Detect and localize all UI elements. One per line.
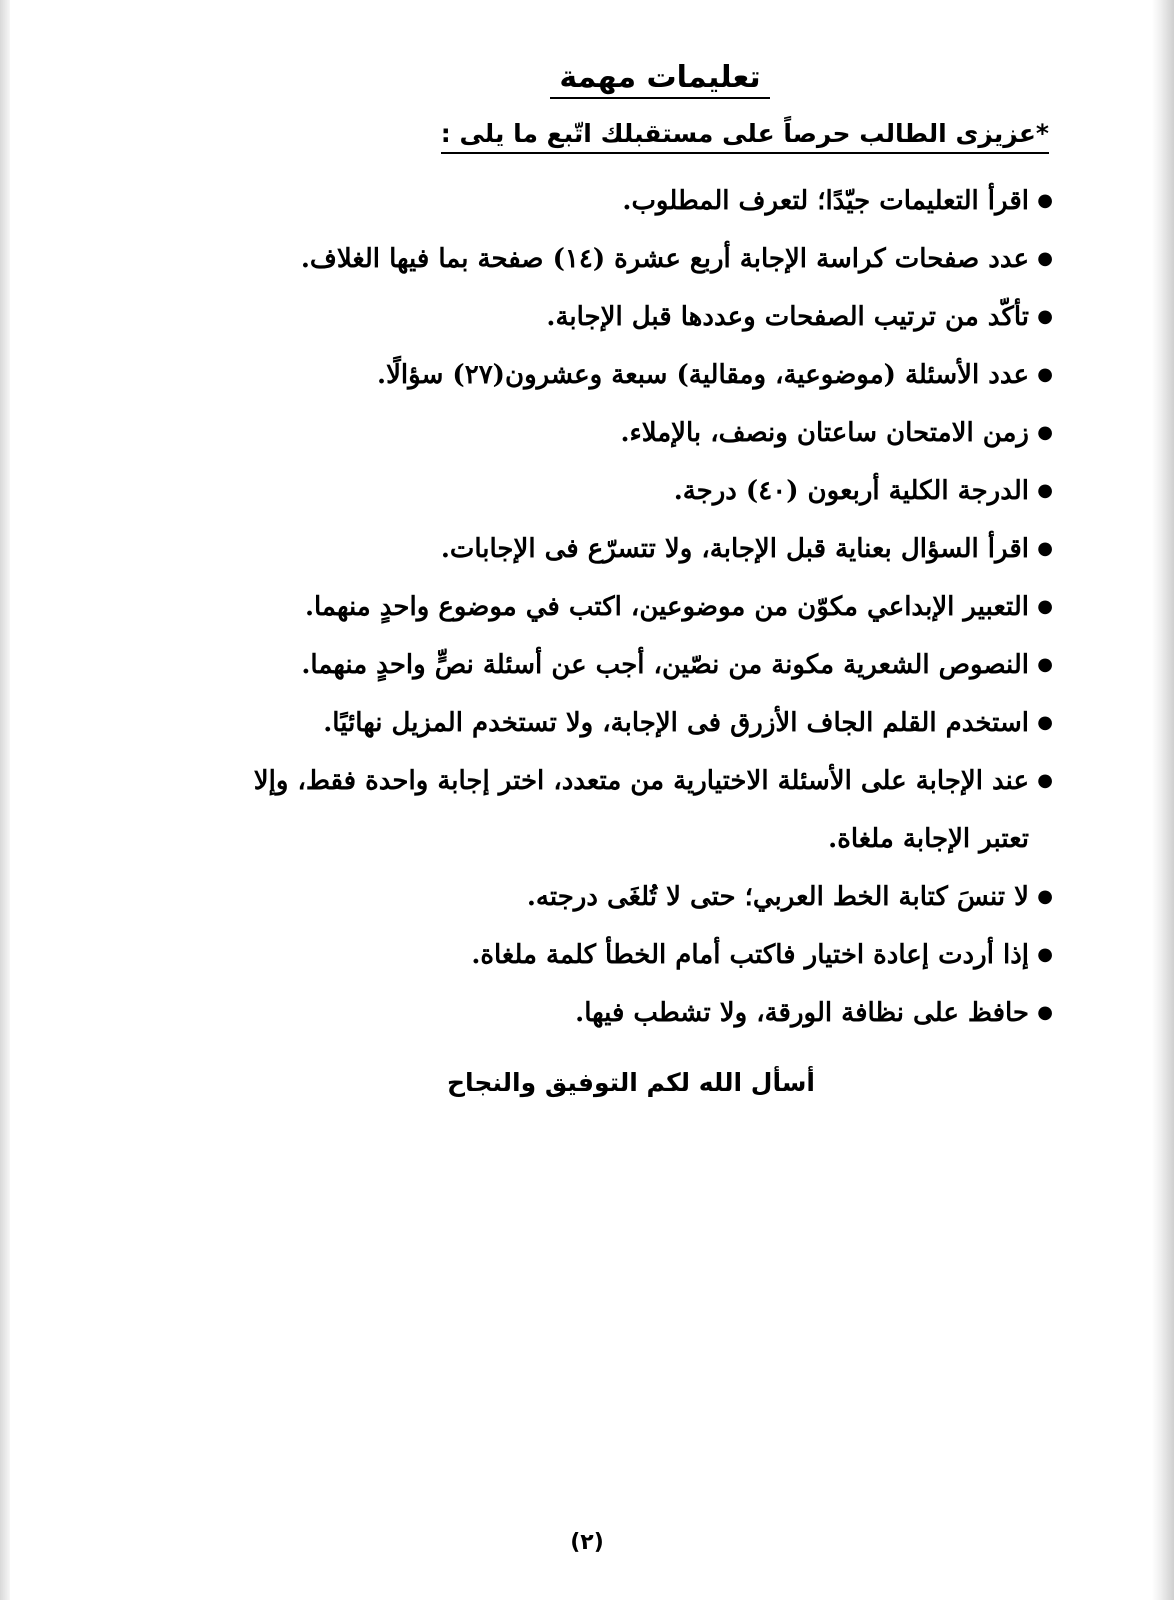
list-item-text: عدد صفحات كراسة الإجابة أربع عشرة (١٤) صفحة بما فيها الغلاف. [300, 244, 1029, 274]
bullet-icon: ● [1037, 1002, 1053, 1023]
list-item [80, 172, 1055, 230]
page-edge-left [0, 0, 10, 1600]
list-item-text: إذا أردت إعادة اختيار فاكتب أمام الخطأ كلمة ملغاة. [471, 940, 1029, 970]
bullet-icon: ● [1037, 422, 1053, 443]
page-title: تعليمات مهمة [550, 60, 770, 99]
list-item [80, 926, 1055, 984]
bullet-icon: ● [1037, 538, 1053, 559]
bullet-icon: ● [1037, 712, 1053, 733]
instructions-list [80, 172, 1055, 1042]
list-item-text: تعتبر الإجابة ملغاة. [828, 824, 1029, 854]
list-item [80, 636, 1055, 694]
list-item [80, 462, 1055, 520]
list-item-text: تأكّد من ترتيب الصفحات وعددها قبل الإجابة. [546, 302, 1029, 332]
bullet-icon: ● [1037, 654, 1053, 675]
closing-line: أسأل الله لكم التوفيق والنجاح [447, 1068, 815, 1097]
list-item [80, 404, 1055, 462]
intro-line: *عزيزى الطالب حرصاً على مستقبلك اتّبع ما يلى : [441, 119, 1049, 154]
list-item-text: لا تنسَ كتابة الخط العربي؛ حتى لا تُلغَى درجته. [526, 882, 1029, 912]
page-edge-right [1152, 0, 1174, 1600]
bullet-icon: ● [1037, 306, 1053, 327]
list-item [80, 520, 1055, 578]
bullet-icon: ● [1037, 248, 1053, 269]
list-item-text: عند الإجابة على الأسئلة الاختيارية من متعدد، اختر إجابة واحدة فقط، وإلا [253, 766, 1029, 796]
list-item-text: زمن الامتحان ساعتان ونصف، بالإملاء. [620, 418, 1029, 448]
page-number: (٢) [570, 1530, 604, 1555]
list-item-text: اقرأ التعليمات جيّدًا؛ لتعرف المطلوب. [622, 186, 1029, 216]
list-item-text: الدرجة الكلية أربعون (٤٠) درجة. [673, 476, 1029, 506]
bullet-icon: ● [1037, 944, 1053, 965]
list-item-text: التعبير الإبداعي مكوّن من موضوعين، اكتب في موضوع واحدٍ منهما. [304, 592, 1029, 622]
bullet-icon: ● [1037, 480, 1053, 501]
list-item [80, 230, 1055, 288]
bullet-icon: ● [1037, 886, 1053, 907]
list-item [80, 346, 1055, 404]
list-item [80, 288, 1055, 346]
list-item [80, 868, 1055, 926]
instructions-content [80, 60, 1055, 1097]
list-item-text: حافظ على نظافة الورقة، ولا تشطب فيها. [575, 998, 1029, 1028]
list-item-text: عدد الأسئلة (موضوعية، ومقالية) سبعة وعشرون(٢٧) سؤالًا. [377, 360, 1029, 390]
list-item-text: النصوص الشعرية مكونة من نصّين، أجب عن أسئلة نصٍّ واحدٍ منهما. [301, 650, 1029, 680]
list-item [80, 752, 1055, 868]
bullet-icon: ● [1037, 190, 1053, 211]
list-item [80, 578, 1055, 636]
list-item-text: اقرأ السؤال بعناية قبل الإجابة، ولا تتسرّع فى الإجابات. [440, 534, 1029, 564]
bullet-icon: ● [1037, 364, 1053, 385]
list-item [80, 694, 1055, 752]
list-item-text: استخدم القلم الجاف الأزرق فى الإجابة، ولا تستخدم المزيل نهائيًا. [323, 708, 1029, 738]
bullet-icon: ● [1037, 596, 1053, 617]
bullet-icon: ● [1037, 770, 1053, 791]
list-item [80, 984, 1055, 1042]
